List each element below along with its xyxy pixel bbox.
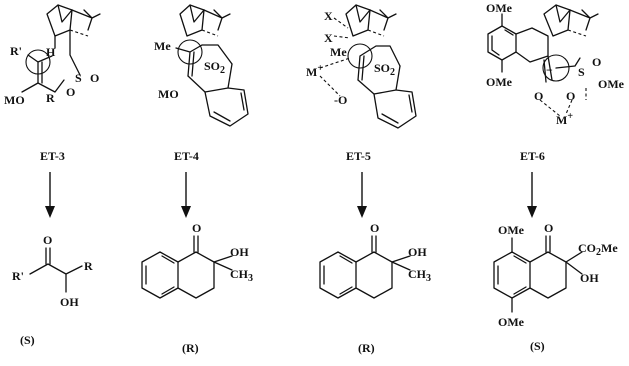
atom-ome-top: OMe: [498, 223, 524, 237]
carbonyl: [194, 236, 198, 252]
atom-x2: X: [324, 31, 333, 45]
product-3: [320, 221, 431, 355]
ts-label-et5: ET-5: [346, 149, 371, 163]
atom-ome-bottom: OMe: [486, 75, 512, 89]
reaction-arrows: [45, 172, 537, 218]
ts-label-et3: ET-3: [40, 149, 65, 163]
arrowhead-3: [357, 206, 367, 218]
benzo-inner: [382, 95, 412, 123]
atom-o: O: [544, 221, 554, 235]
atom-rprime: R': [10, 44, 22, 58]
product-2: [142, 221, 253, 355]
dashed-bond: [368, 30, 384, 36]
atom-ch3: $CH_3$: [230, 267, 253, 284]
carbonyl: [546, 236, 550, 252]
dashed-bond: [70, 30, 88, 36]
product-config-1: (S): [20, 333, 35, 347]
atom-so2: $SO_2$: [374, 61, 396, 78]
atom-o-sulfonyl: O: [90, 71, 100, 85]
atom-ome-top: OMe: [486, 1, 512, 15]
product-4: [494, 221, 618, 353]
atom-ch3: $CH_3$: [408, 267, 431, 284]
product-config-4: (S): [530, 339, 545, 353]
atom-ome-bottom: OMe: [498, 315, 524, 329]
gem-dimethyl: [72, 10, 100, 30]
arrowhead-1: [45, 206, 55, 218]
enolate-lower: [22, 80, 64, 92]
atom-s: S: [578, 65, 585, 79]
transition-state-et3: [4, 5, 100, 163]
ch2-so2-bond: [70, 30, 80, 75]
arrowhead-2: [181, 206, 191, 218]
product-1: [12, 233, 93, 347]
atom-o-sulfonyl: O: [592, 55, 602, 69]
dimethoxy-benzo-ring: [494, 252, 530, 298]
benzo-inner: [214, 93, 244, 121]
carbonyl: [372, 236, 376, 252]
atom-mo: MO: [158, 87, 179, 101]
fused-ring: [516, 28, 548, 62]
arrowhead-4: [527, 206, 537, 218]
atom-mo: MO: [4, 93, 25, 107]
atom-oh: OH: [230, 245, 249, 259]
ts-label-et6: ET-6: [520, 149, 545, 163]
atom-o-enolate: O: [66, 85, 76, 99]
gem-dimethyl: [370, 10, 396, 30]
atom-o-minus: -O: [334, 93, 348, 107]
atom-o: O: [370, 221, 380, 235]
aromatic-inner: [492, 30, 513, 55]
atom-oh: OH: [580, 271, 599, 285]
benzo-inner: [324, 256, 352, 294]
benzo-inner: [146, 256, 174, 294]
camphor-ring: [180, 5, 204, 36]
benzo-ring: [320, 252, 356, 298]
atom-oh: OH: [60, 295, 79, 309]
gem-dimethyl: [570, 10, 598, 30]
camphor-ring: [346, 5, 370, 36]
atom-x1: X: [324, 9, 333, 23]
metal-coordination: [540, 88, 586, 116]
atom-o: O: [192, 221, 202, 235]
atom-m: M+: [556, 111, 574, 127]
atom-o-ester: O: [566, 89, 576, 103]
transition-state-et4: [154, 5, 248, 163]
ts-label-et4: ET-4: [174, 149, 199, 163]
gem-dimethyl: [204, 10, 230, 30]
atom-so2: $SO_2$: [204, 59, 226, 76]
cyclohexanone-ring: [356, 252, 392, 298]
atom-me: Me: [330, 45, 347, 59]
atom-s: S: [75, 71, 82, 85]
transition-state-et6: [486, 1, 625, 163]
atom-me: Me: [154, 39, 171, 53]
atom-h: H: [46, 45, 56, 59]
metal-coordination: [320, 58, 350, 96]
dashed-bond: [202, 30, 218, 36]
benzo-ring: [142, 252, 178, 298]
cyclohexanone-ring: [530, 252, 566, 298]
atom-o: O: [43, 233, 53, 247]
dashed-bond: [568, 30, 586, 36]
product-config-3: (R): [358, 341, 375, 355]
atom-oh: OH: [408, 245, 427, 259]
benzo-inner: [498, 256, 526, 294]
product-1-bonds: [30, 248, 82, 292]
product-config-2: (R): [182, 341, 199, 355]
atom-ome-right: OMe: [598, 77, 624, 91]
cyclohexanone-ring: [178, 252, 214, 298]
atom-r: R: [84, 259, 93, 273]
atom-rprime: R': [12, 269, 24, 283]
atom-minus: −: [546, 63, 553, 77]
atom-o-enolate: O: [534, 89, 544, 103]
atom-m: M+: [306, 63, 324, 79]
atom-r: R: [46, 91, 55, 105]
transition-state-et5: [306, 5, 416, 163]
atom-co2me: $CO_2Me$: [578, 241, 618, 258]
